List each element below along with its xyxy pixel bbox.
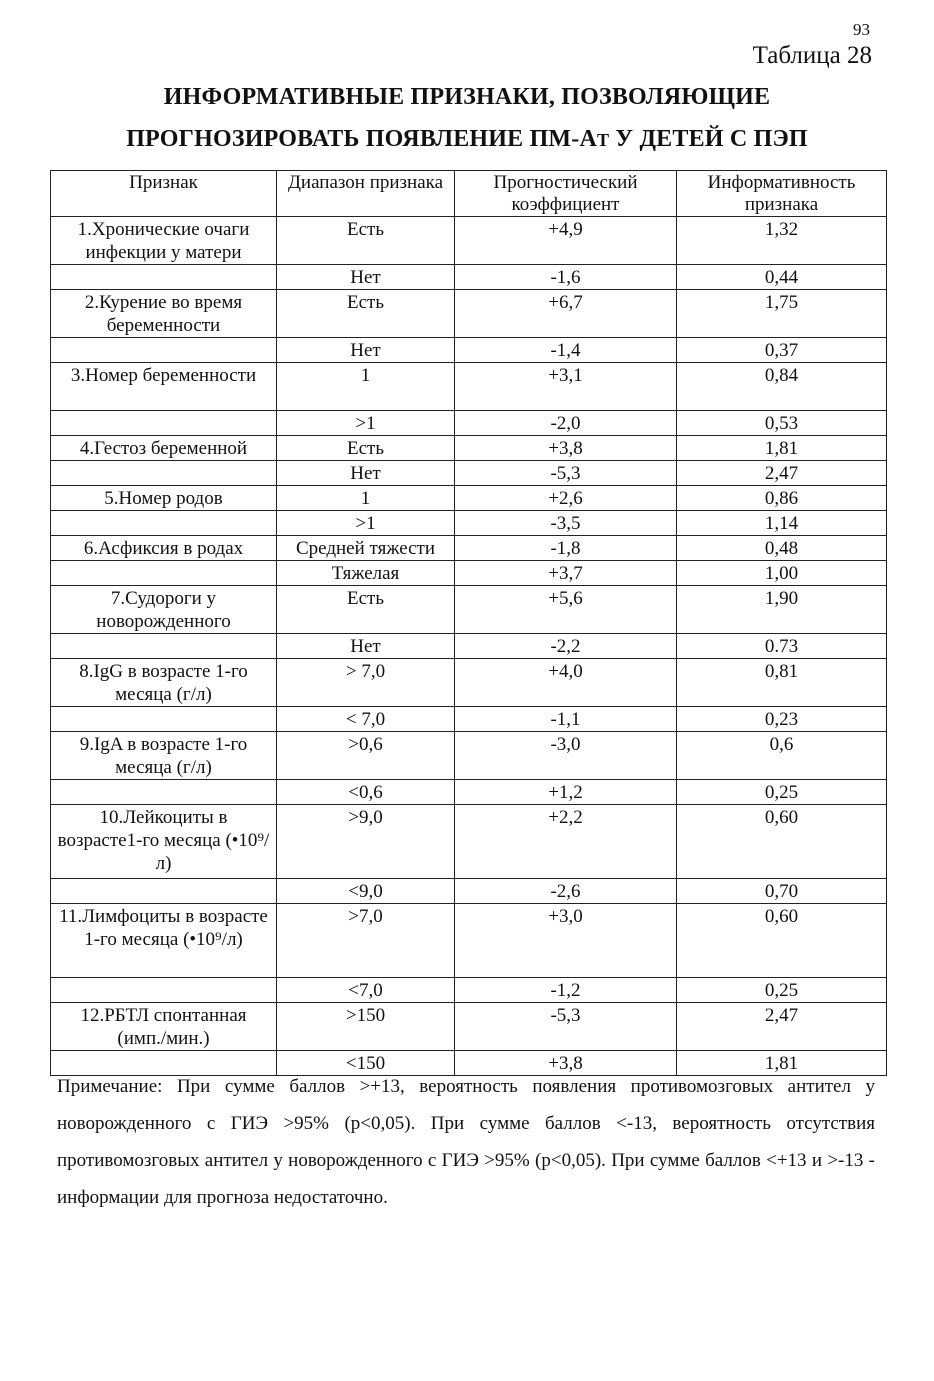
cell-info: 1,81: [677, 436, 887, 461]
cell-sign: 2.Курение во время беременности: [51, 290, 277, 338]
table-header-row: [51, 171, 887, 217]
cell-coef: -5,3: [455, 461, 677, 486]
cell-info: 1,00: [677, 561, 887, 586]
table-body: [51, 217, 887, 1076]
cell-info: 1,14: [677, 511, 887, 536]
cell-info: 1,90: [677, 586, 887, 634]
cell-sign: 6.Асфиксия в родах: [51, 536, 277, 561]
cell-range: >0,6: [277, 732, 455, 780]
cell-sign: 11.Лимфоциты в возрасте 1-го месяца (•10⁹/л): [51, 904, 277, 978]
cell-coef: +3,0: [455, 904, 677, 978]
cell-sign: 9.IgA в возрасте 1-го месяца (г/л): [51, 732, 277, 780]
cell-range: Нет: [277, 265, 455, 290]
cell-info: 0,23: [677, 707, 887, 732]
cell-range: Нет: [277, 338, 455, 363]
cell-sign: [51, 879, 277, 904]
cell-coef: +1,2: [455, 780, 677, 805]
cell-info: 1,81: [677, 1051, 887, 1076]
table-row: [51, 1003, 887, 1051]
cell-coef: -1,1: [455, 707, 677, 732]
cell-coef: +3,8: [455, 436, 677, 461]
cell-coef: +3,8: [455, 1051, 677, 1076]
table-row: [51, 536, 887, 561]
cell-info: 0,44: [677, 265, 887, 290]
cell-sign: 7.Судороги у новорожденного: [51, 586, 277, 634]
header-info: Информативность признака: [677, 171, 887, 217]
table-row: [51, 904, 887, 978]
title-part-post: У ДЕТЕЙ С ПЭП: [609, 126, 808, 152]
cell-info: 0,53: [677, 411, 887, 436]
table-row: [51, 879, 887, 904]
cell-info: 1,75: [677, 290, 887, 338]
table-row: [51, 586, 887, 634]
table-row: [51, 805, 887, 879]
cell-info: 0,6: [677, 732, 887, 780]
cell-info: 0,48: [677, 536, 887, 561]
cell-coef: -1,6: [455, 265, 677, 290]
table-caption: Таблица 28: [752, 42, 872, 69]
table-row: [51, 217, 887, 265]
cell-range: >1: [277, 511, 455, 536]
header-sign: Признак: [51, 171, 277, 217]
cell-range: <0,6: [277, 780, 455, 805]
table-row: [51, 338, 887, 363]
table-row: [51, 978, 887, 1003]
table-row: [51, 265, 887, 290]
cell-sign: 10.Лейкоциты в возрасте1-го месяца (•10⁹/л): [51, 805, 277, 879]
cell-sign: [51, 978, 277, 1003]
cell-info: 0.73: [677, 634, 887, 659]
cell-info: 0,81: [677, 659, 887, 707]
cell-info: 0,37: [677, 338, 887, 363]
cell-info: 0,25: [677, 780, 887, 805]
cell-range: <150: [277, 1051, 455, 1076]
cell-sign: [51, 634, 277, 659]
features-table: [50, 170, 887, 1076]
cell-info: 0,70: [677, 879, 887, 904]
cell-sign: [51, 780, 277, 805]
cell-info: 0,25: [677, 978, 887, 1003]
cell-coef: +6,7: [455, 290, 677, 338]
cell-sign: [51, 707, 277, 732]
cell-sign: [51, 411, 277, 436]
table-row: [51, 634, 887, 659]
cell-coef: -1,8: [455, 536, 677, 561]
cell-info: 0,86: [677, 486, 887, 511]
title-part-pre: ПРОГНОЗИРОВАТЬ ПОЯВЛЕНИЕ ПМ-А: [126, 126, 598, 152]
table-row: [51, 732, 887, 780]
table-row: [51, 436, 887, 461]
cell-range: >150: [277, 1003, 455, 1051]
table-row: [51, 486, 887, 511]
cell-sign: [51, 561, 277, 586]
cell-sign: 1.Хронические очаги инфекции у матери: [51, 217, 277, 265]
cell-coef: -3,0: [455, 732, 677, 780]
cell-range: Средней тяжести: [277, 536, 455, 561]
table-row: [51, 561, 887, 586]
cell-coef: +2,6: [455, 486, 677, 511]
cell-range: <9,0: [277, 879, 455, 904]
cell-range: > 7,0: [277, 659, 455, 707]
cell-coef: -2,6: [455, 879, 677, 904]
table-title-line-2: [0, 126, 934, 153]
title-part-small: Т: [597, 130, 610, 150]
cell-range: Есть: [277, 436, 455, 461]
cell-range: >1: [277, 411, 455, 436]
cell-sign: 12.РБТЛ спонтанная (имп./мин.): [51, 1003, 277, 1051]
cell-range: Есть: [277, 217, 455, 265]
page-number: 93: [853, 20, 870, 39]
cell-coef: +3,1: [455, 363, 677, 411]
cell-range: Есть: [277, 586, 455, 634]
cell-coef: -2,2: [455, 634, 677, 659]
table-row: [51, 461, 887, 486]
cell-coef: +4,9: [455, 217, 677, 265]
cell-sign: [51, 511, 277, 536]
cell-range: < 7,0: [277, 707, 455, 732]
header-range: Диапазон признака: [277, 171, 455, 217]
cell-sign: [51, 461, 277, 486]
cell-range: <7,0: [277, 978, 455, 1003]
cell-range: Нет: [277, 461, 455, 486]
cell-range: Есть: [277, 290, 455, 338]
cell-sign: 3.Номер беременности: [51, 363, 277, 411]
cell-info: 2,47: [677, 461, 887, 486]
cell-sign: 8.IgG в возрасте 1-го месяца (г/л): [51, 659, 277, 707]
cell-sign: 5.Номер родов: [51, 486, 277, 511]
cell-info: 1,32: [677, 217, 887, 265]
cell-info: 2,47: [677, 1003, 887, 1051]
cell-sign: [51, 338, 277, 363]
cell-coef: -5,3: [455, 1003, 677, 1051]
table-note: Примечание: При сумме баллов >+13, вероятность появления противомозговых антител у новорожденного с ГИЭ >95% (p<0,05). При сумме баллов <-13, вероятность отсутствия противомозговых антител у новорожденного с ГИЭ >95% (p<0,05). При сумме баллов <+13 и >-13 - информации для прогноза недостаточно.: [57, 1076, 875, 1208]
table-row: [51, 363, 887, 411]
cell-coef: -1,4: [455, 338, 677, 363]
cell-range: Нет: [277, 634, 455, 659]
table-row: [51, 707, 887, 732]
cell-info: 0,60: [677, 805, 887, 879]
cell-info: 0,60: [677, 904, 887, 978]
cell-range: >9,0: [277, 805, 455, 879]
table-row: [51, 659, 887, 707]
table-title-line-1: ИНФОРМАТИВНЫЕ ПРИЗНАКИ, ПОЗВОЛЯЮЩИЕ: [163, 84, 771, 110]
cell-range: Тяжелая: [277, 561, 455, 586]
cell-range: >7,0: [277, 904, 455, 978]
table-row: [51, 290, 887, 338]
cell-coef: -1,2: [455, 978, 677, 1003]
cell-coef: +3,7: [455, 561, 677, 586]
table-row: [51, 511, 887, 536]
cell-coef: +5,6: [455, 586, 677, 634]
cell-coef: +2,2: [455, 805, 677, 879]
cell-coef: -3,5: [455, 511, 677, 536]
header-coef: Прогностический коэффициент: [455, 171, 677, 217]
cell-info: 0,84: [677, 363, 887, 411]
cell-sign: [51, 265, 277, 290]
table-row: [51, 411, 887, 436]
cell-range: 1: [277, 363, 455, 411]
cell-coef: -2,0: [455, 411, 677, 436]
cell-range: 1: [277, 486, 455, 511]
table-row: [51, 780, 887, 805]
cell-coef: +4,0: [455, 659, 677, 707]
cell-sign: 4.Гестоз беременной: [51, 436, 277, 461]
